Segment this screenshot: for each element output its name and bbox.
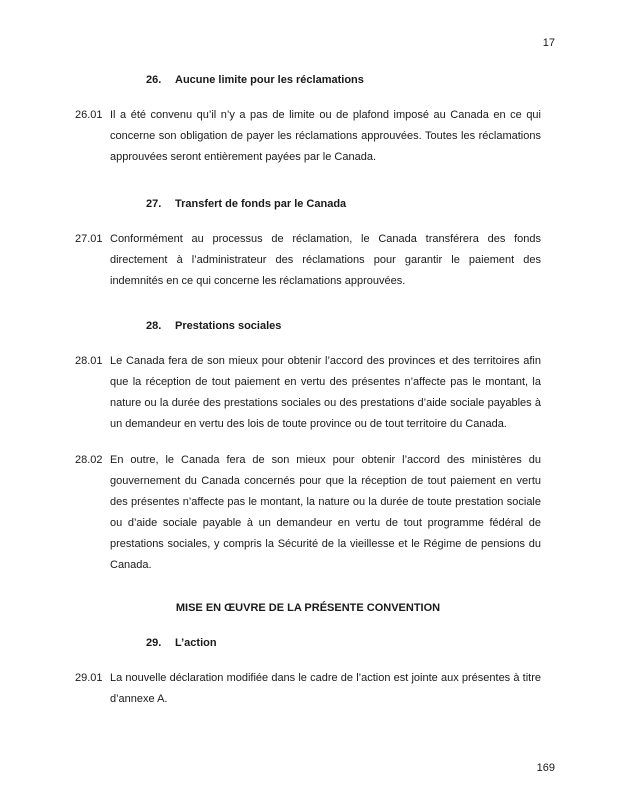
section-title: L’action [175,637,217,649]
paragraph-27-01 [75,229,541,292]
document-body [75,70,541,710]
section-title: Transfert de fonds par le Canada [175,198,347,210]
paragraph-number: 28.01 [75,355,103,367]
paragraph-number: 28.02 [75,454,103,466]
paragraph-text: La nouvelle déclaration modifiée dans le cadre de l’action est jointe aux présentes à titre d’annexe A. [110,672,541,705]
paragraph-29-01 [75,668,541,710]
section-number: 27. [146,198,162,210]
page-footer [537,758,555,779]
paragraph-number: 27.01 [75,233,103,245]
section-heading-27 [146,194,541,215]
section-title: Aucune limite pour les réclamations [175,74,364,86]
paragraph-text: En outre, le Canada fera de son mieux pour obtenir l’accord des ministères du gouvernement du Canada concernés pour que la réception de tout paiement en vertu des présentes n’affecte pas le montant, la nature ou la durée de toute prestation sociale ou d’aide sociale payable à un demandeur en vertu de tout programme fédéral de prestations sociales, y compris la Sécurité de la vieillesse et le Régime de pensions du Canada. [110,454,541,571]
part-heading: MISE EN ŒUVRE DE LA PRÉSENTE CONVENTION [175,602,441,614]
paragraph-text: Le Canada fera de son mieux pour obtenir l’accord des provinces et des territoires afin que la réception de tout paiement en vertu des présentes n’affecte pas le montant, la nature ou la durée des prestations sociales ou des prestations d’aide sociale payables à un demandeur en vertu des lois de toute province ou de tout territoire du Canada. [110,355,541,430]
paragraph-text: Conformément au processus de réclamation, le Canada transférera des fonds directement à l’administrateur des réclamations pour garantir le paiement des indemnités en ce qui concerne les réclamations approuvées. [110,233,541,287]
section-number: 28. [146,320,162,332]
paragraph-number: 29.01 [75,672,103,684]
header-page-number: 17 [542,37,555,49]
section-heading-28 [146,316,541,337]
section-heading-29 [146,633,541,654]
page-header [75,33,555,54]
paragraph-number: 26.01 [75,109,103,121]
paragraph-28-01 [75,351,541,435]
paragraph-text: Il a été convenu qu’il n’y a pas de limite ou de plafond imposé au Canada en ce qui concerne son obligation de payer les réclamations approuvées. Toutes les réclamations approuvées seront entièrement payées par le Canada. [110,109,541,163]
paragraph-26-01 [75,105,541,168]
footer-page-number: 169 [536,762,555,774]
paragraph-28-02 [75,450,541,576]
section-number: 26. [146,74,162,86]
section-title: Prestations sociales [175,320,282,332]
section-number: 29. [146,637,162,649]
section-heading-26 [146,70,541,91]
